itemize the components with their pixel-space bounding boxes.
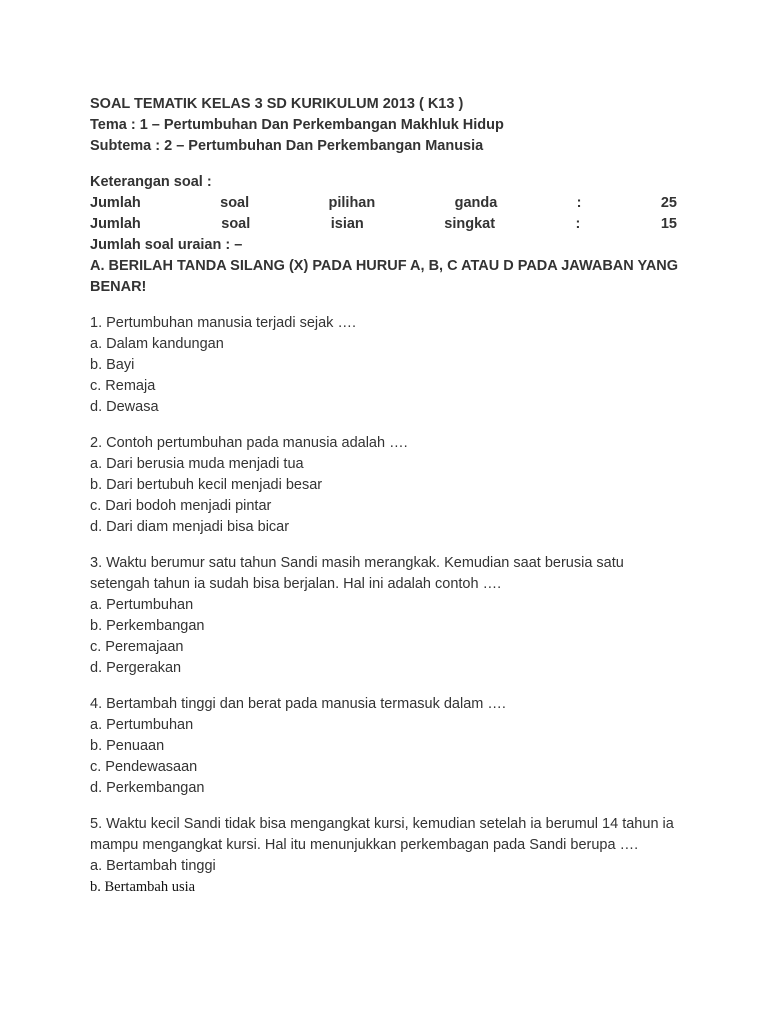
subtema-line: Subtema : 2 – Pertumbuhan Dan Perkembangan Manusia: [90, 138, 484, 154]
isian-count: 15: [660, 216, 677, 232]
option-c: c. Peremajaan: [90, 639, 184, 655]
option-b: b. Bertambah usia: [90, 879, 196, 895]
question-text: 1. Pertumbuhan manusia terjadi sejak ….: [90, 315, 356, 331]
option-d: d. Pergerakan: [90, 660, 182, 676]
document-title: SOAL TEMATIK KELAS 3 SD KURIKULUM 2013 ( K13 ): [90, 96, 464, 112]
option-a: a. Pertumbuhan: [90, 717, 194, 733]
question-5: [90, 814, 680, 898]
question-text: 5. Waktu kecil Sandi tidak bisa mengangkat kursi, kemudian setelah ia berumul 14 tahun ia mampu mengangkat kursi. Hal itu menunjukkan perkembagan pada Sandi berupa ….: [90, 816, 674, 853]
isian-singkat-count-row: [90, 214, 677, 235]
question-2: [90, 433, 680, 538]
option-d: d. Dari diam menjadi bisa bicar: [90, 519, 290, 535]
pg-colon: :: [576, 195, 582, 211]
option-b: b. Dari bertubuh kecil menjadi besar: [90, 477, 323, 493]
option-c: c. Remaja: [90, 378, 156, 394]
isian-word-4: singkat: [444, 216, 496, 232]
isian-word-1: Jumlah: [90, 216, 141, 232]
option-d: d. Perkembangan: [90, 780, 205, 796]
question-text: 4. Bertambah tinggi dan berat pada manusia termasuk dalam ….: [90, 696, 506, 712]
option-d: d. Dewasa: [90, 399, 159, 415]
pg-word-1: Jumlah: [90, 195, 141, 211]
question-text: 3. Waktu berumur satu tahun Sandi masih merangkak. Kemudian saat berusia satu setengah tahun ia sudah bisa berjalan. Hal ini adalah contoh ….: [90, 555, 624, 592]
isian-word-2: soal: [221, 216, 251, 232]
pilihan-ganda-count-row: [90, 193, 677, 214]
pg-word-2: soal: [220, 195, 250, 211]
pg-word-4: ganda: [454, 195, 498, 211]
option-c: c. Pendewasaan: [90, 759, 198, 775]
question-3: [90, 553, 680, 679]
document-page: [90, 94, 680, 898]
tema-line: Tema : 1 – Pertumbuhan Dan Perkembangan Makhluk Hidup: [90, 117, 504, 133]
section-a-instruction: A. BERILAH TANDA SILANG (X) PADA HURUF A, B, C ATAU D PADA JAWABAN YANG BENAR!: [90, 258, 679, 295]
option-a: a. Bertambah tinggi: [90, 858, 216, 874]
keterangan-label: Keterangan soal :: [90, 174, 212, 190]
option-a: a. Dari berusia muda menjadi tua: [90, 456, 304, 472]
option-b: b. Perkembangan: [90, 618, 205, 634]
option-a: a. Pertumbuhan: [90, 597, 194, 613]
option-a: a. Dalam kandungan: [90, 336, 224, 352]
question-1: [90, 313, 680, 418]
pg-count: 25: [660, 195, 677, 211]
isian-word-3: isian: [330, 216, 364, 232]
question-4: [90, 694, 680, 799]
option-c: c. Dari bodoh menjadi pintar: [90, 498, 272, 514]
option-b: b. Penuaan: [90, 738, 165, 754]
option-b: b. Bayi: [90, 357, 135, 373]
uraian-count-line: Jumlah soal uraian : –: [90, 237, 243, 253]
pg-word-3: pilihan: [328, 195, 376, 211]
isian-colon: :: [575, 216, 581, 232]
question-text: 2. Contoh pertumbuhan pada manusia adalah ….: [90, 435, 408, 451]
